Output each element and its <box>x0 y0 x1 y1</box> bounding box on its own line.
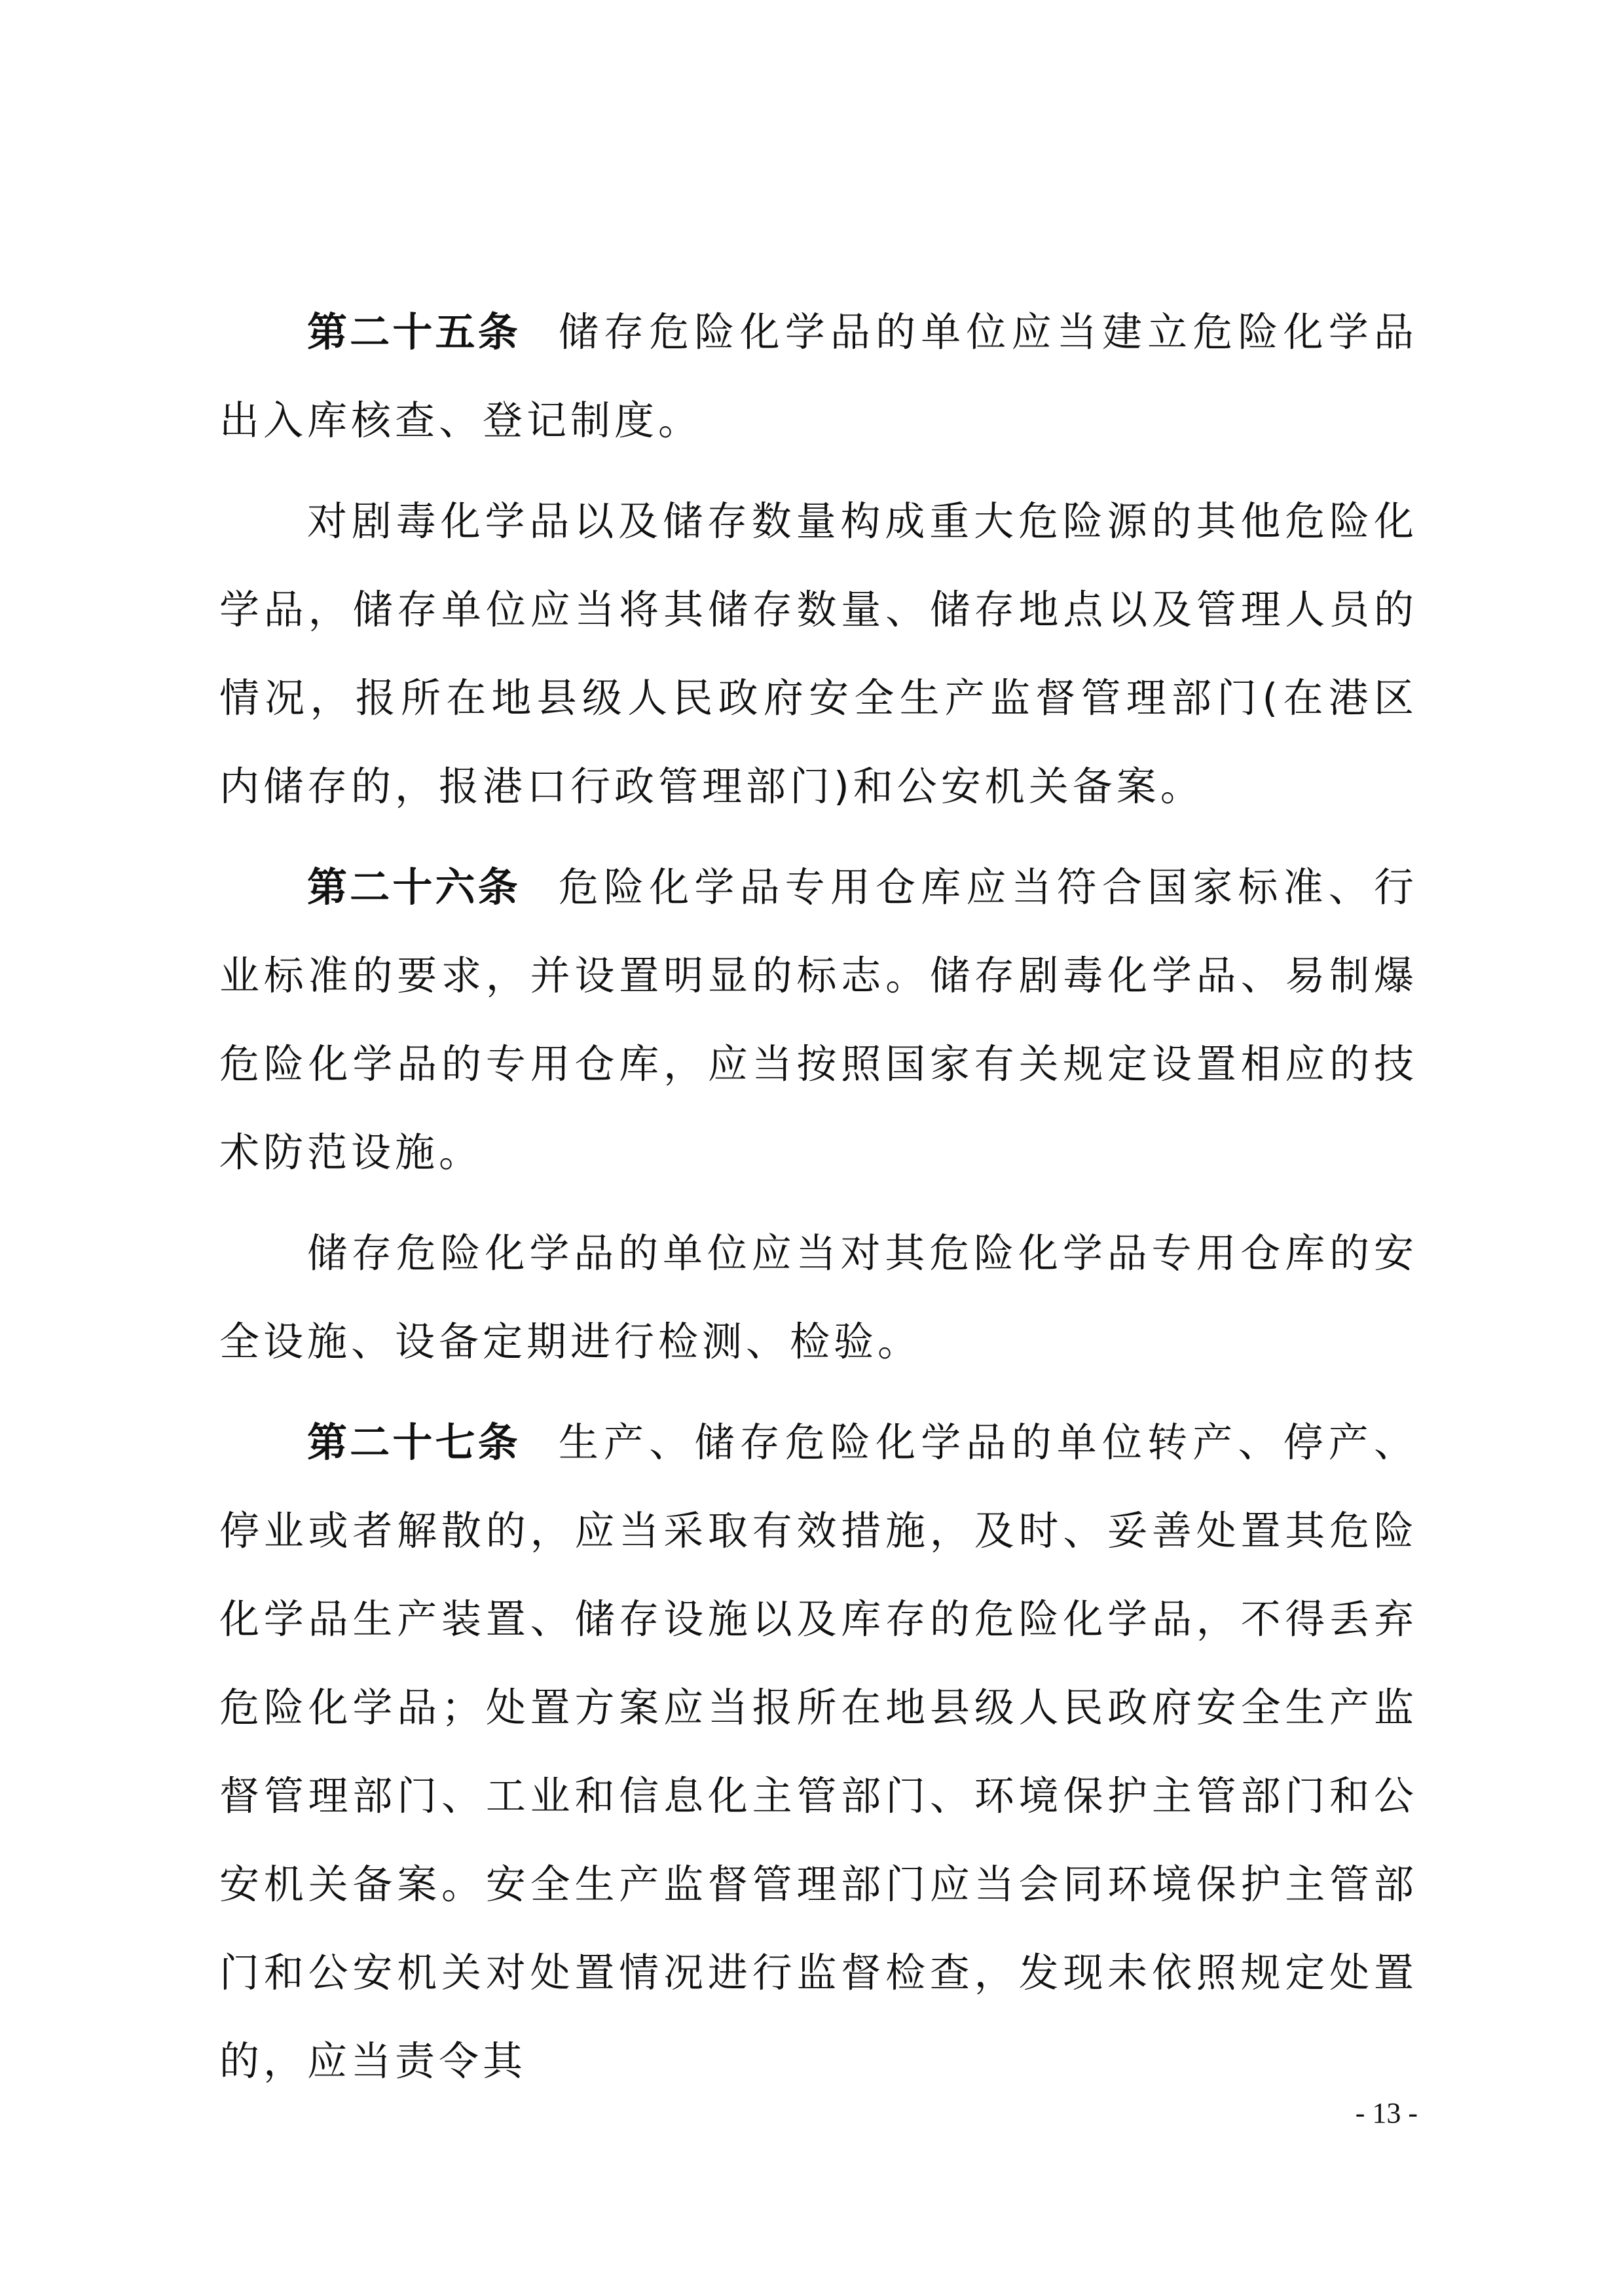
paragraph-text: 生产、储存危险化学品的单位转产、停产、停业或者解散的，应当采取有效措施，及时、妥善处置其危险化学品生产装置、储存设施以及库存的危险化学品，不得丢弃危险化学品；处置方案应当报所在地县级人民政府安全生产监督管理部门、工业和信息化主管部门、环境保护主管部门和公安机关备案。安全生产监督管理部门应当会同环境保护主管部门和公安机关对处置情况进行监督检查，发现未依照规定处置的，应当责令其 <box>219 1419 1418 2085</box>
paragraph-article-26 <box>219 843 1418 1197</box>
page-number: - 13 - <box>1355 2097 1418 2129</box>
article-number: 第二十五条 <box>307 309 521 355</box>
paragraph-article-27 <box>219 1398 1418 2105</box>
paragraph-text: 储存危险化学品的单位应当对其危险化学品专用仓库的安全设施、设备定期进行检测、检验。 <box>219 1230 1418 1365</box>
paragraph-article-25 <box>219 288 1418 465</box>
body-text <box>219 288 1418 2118</box>
paragraph-article-25-part-2 <box>219 477 1418 831</box>
paragraph-text: 对剧毒化学品以及储存数量构成重大危险源的其他危险化学品，储存单位应当将其储存数量、储存地点以及管理人员的情况，报所在地县级人民政府安全生产监督管理部门(在港区内储存的，报港口行政管理部门)和公安机关备案。 <box>219 498 1418 810</box>
paragraph-text: 危险化学品专用仓库应当符合国家标准、行业标准的要求，并设置明显的标志。储存剧毒化学品、易制爆危险化学品的专用仓库，应当按照国家有关规定设置相应的技术防范设施。 <box>219 864 1418 1176</box>
paragraph-text: 储存危险化学品的单位应当建立危险化学品出入库核查、登记制度。 <box>219 309 1418 444</box>
article-number: 第二十六条 <box>307 864 521 911</box>
article-number: 第二十七条 <box>307 1419 521 1466</box>
paragraph-article-26-part-2 <box>219 1209 1418 1386</box>
